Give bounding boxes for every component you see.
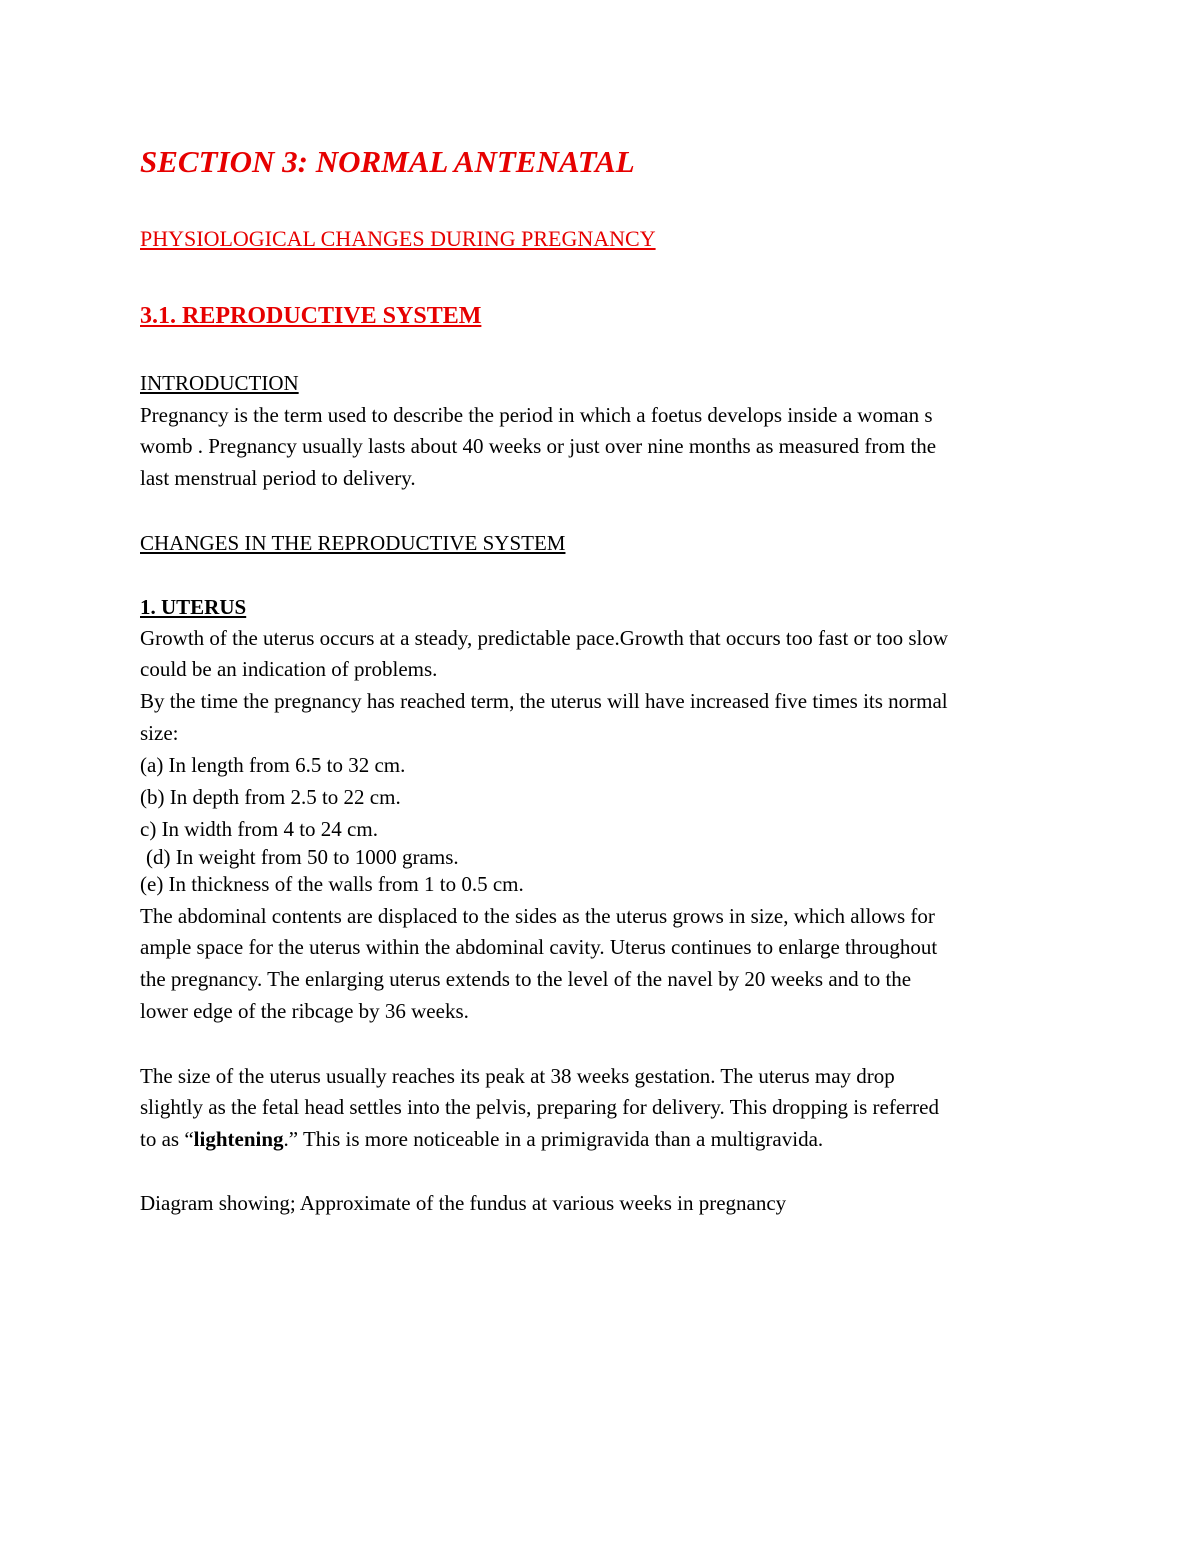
section-title: SECTION 3: NORMAL ANTENATAL xyxy=(140,144,635,179)
changes-heading: CHANGES IN THE REPRODUCTIVE SYSTEM xyxy=(140,531,566,555)
uterus-list-item-e: (e) In thickness of the walls from 1 to 0.5 cm. xyxy=(140,872,524,896)
uterus-line-13: lower edge of the ribcage by 36 weeks. xyxy=(140,999,469,1023)
intro-line-2: womb . Pregnancy usually lasts about 40 weeks or just over nine months as measured from the xyxy=(140,434,937,458)
peak-line-2: slightly as the fetal head settles into the pelvis, preparing for delivery. This dropping is referred xyxy=(140,1095,939,1119)
introduction-heading: INTRODUCTION xyxy=(140,371,299,395)
uterus-line-11: ample space for the uterus within the abdominal cavity. Uterus continues to enlarge throughout xyxy=(140,935,938,959)
uterus-line-2: could be an indication of problems. xyxy=(140,657,438,681)
peak-line-1: The size of the uterus usually reaches its peak at 38 weeks gestation. The uterus may drop xyxy=(140,1064,895,1088)
uterus-line-12: the pregnancy. The enlarging uterus extends to the level of the navel by 20 weeks and to the xyxy=(140,967,912,991)
lightening-suffix: .” This is more noticeable in a primigravida than a multigravida. xyxy=(283,1127,824,1151)
uterus-heading: 1. UTERUS xyxy=(140,595,247,619)
uterus-line-4: size: xyxy=(140,721,179,745)
uterus-list-item-a: (a) In length from 6.5 to 32 cm. xyxy=(140,753,406,777)
uterus-list-item-d: (d) In weight from 50 to 1000 grams. xyxy=(146,845,459,869)
uterus-line-10: The abdominal contents are displaced to the sides as the uterus grows in size, which allows for xyxy=(140,904,935,928)
lightening-prefix: to as “ xyxy=(140,1127,194,1151)
uterus-line-1: Growth of the uterus occurs at a steady, predictable pace.Growth that occurs too fast or too slow xyxy=(140,626,949,650)
uterus-list-item-b: (b) In depth from 2.5 to 22 cm. xyxy=(140,785,401,809)
intro-line-1: Pregnancy is the term used to describe the period in which a foetus develops inside a woman s xyxy=(140,403,933,427)
lightening-line xyxy=(140,1126,823,1152)
physiological-changes-heading: PHYSIOLOGICAL CHANGES DURING PREGNANCY xyxy=(140,226,656,251)
lightening-term: lightening xyxy=(193,1127,284,1151)
diagram-caption: Diagram showing; Approximate of the fundus at various weeks in pregnancy xyxy=(140,1191,787,1215)
reproductive-system-heading: 3.1. REPRODUCTIVE SYSTEM xyxy=(140,303,482,329)
uterus-line-3: By the time the pregnancy has reached term, the uterus will have increased five times its normal xyxy=(140,689,948,713)
uterus-list-item-c: c) In width from 4 to 24 cm. xyxy=(140,817,378,841)
intro-line-3: last menstrual period to delivery. xyxy=(140,466,416,490)
